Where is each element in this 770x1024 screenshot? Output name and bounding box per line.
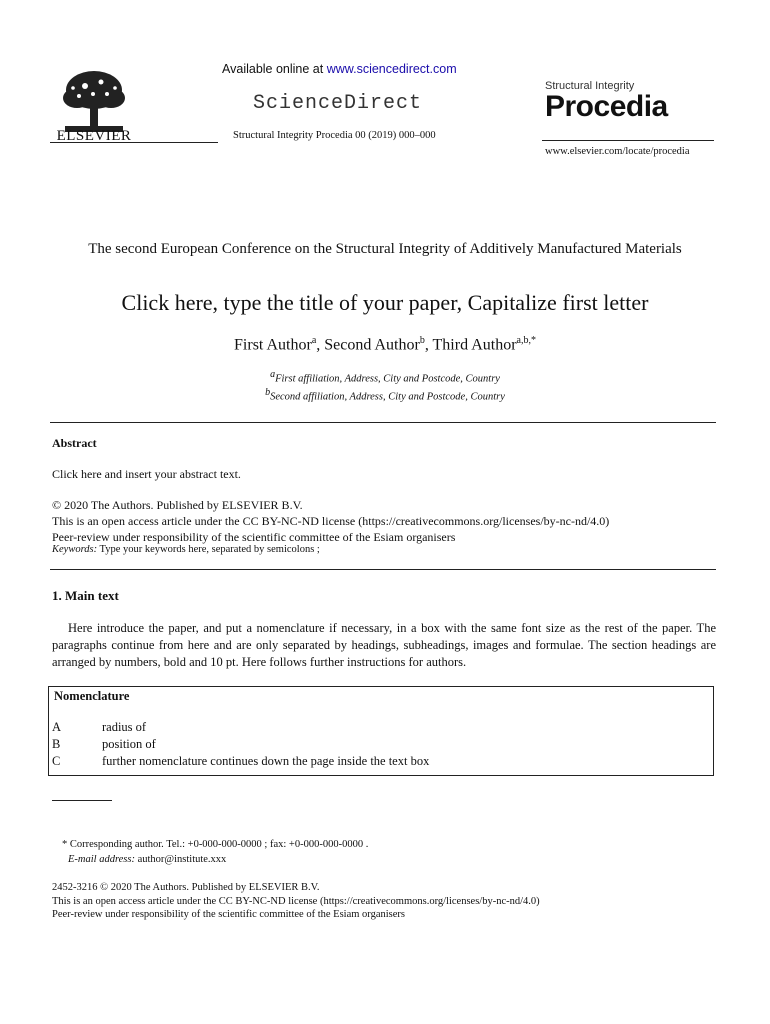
author-name: First Author: [234, 336, 312, 354]
affiliation-text: Second affiliation, Address, City and Postcode, Country: [270, 391, 505, 402]
affiliation-line: [40, 386, 730, 404]
author-sup: a: [311, 335, 317, 346]
nomenclature-definition: radius of: [102, 720, 147, 734]
nomenclature-definition: position of: [102, 737, 156, 751]
author-list: First Author$^a$, Second Author$^b$, Third Author$^{a,b,*}$: [234, 335, 536, 354]
journal-line: Structural Integrity Procedia 00 (2019) 000–000: [233, 130, 436, 141]
email-label: E-mail address:: [68, 854, 135, 865]
author-name: Second Author: [324, 336, 420, 354]
affiliation-line: [40, 368, 730, 386]
abstract-bottom-rule: [50, 569, 716, 570]
peer-review-line: Peer-review under responsibility of the scientific committee of the Esiam organisers: [52, 530, 456, 544]
nomenclature-symbol: C: [52, 754, 61, 768]
affiliations: [40, 368, 730, 403]
sciencedirect-wordmark: ScienceDirect: [253, 92, 423, 115]
corresponding-line: * Corresponding author. Tel.: +0-000-000-0000 ; fax: +0-000-000-0000 .: [62, 839, 369, 850]
paper-title: Click here, type the title of your paper, Capitalize first letter: [121, 290, 649, 315]
email-address[interactable]: author@institute.xxx: [134, 854, 227, 865]
nomenclature-title: Nomenclature: [54, 689, 130, 703]
affiliation-sup: b: [265, 386, 271, 398]
keywords-label: Keywords:: [52, 544, 98, 555]
footer-license: This is an open access article under the CC BY-NC-ND license (https://creativecommons.org/licenses/by-nc-nd/4.0): [52, 895, 540, 907]
page-footer: [52, 881, 540, 922]
abstract-heading: Abstract: [52, 436, 97, 450]
nomenclature-symbol: B: [52, 737, 61, 751]
footer-issn: 2452-3216 © 2020 The Authors. Published by ELSEVIER B.V.: [52, 882, 320, 893]
author-name: Third Author: [432, 336, 517, 354]
section-heading: 1. Main text: [52, 588, 119, 603]
abstract-copyright-block: [52, 497, 712, 545]
procedia-label: Structural Integrity: [545, 80, 635, 92]
corresponding-author-footnote: [62, 837, 368, 867]
license-line: This is an open access article under the CC BY-NC-ND license (https://creativecommons.org/licenses/by-nc-nd/4.0): [52, 514, 610, 528]
author-sup: b: [419, 335, 425, 346]
conference-name: The second European Conference on the Structural Integrity of Additively Manufactured Materials: [88, 241, 682, 257]
affiliation-sup: a: [270, 369, 276, 380]
copyright-line: © 2020 The Authors. Published by ELSEVIER B.V.: [52, 498, 303, 512]
email-line: [62, 852, 368, 867]
available-prefix: Available online at: [222, 62, 327, 76]
abstract-text: Click here and insert your abstract text.: [52, 467, 241, 481]
header-rule-right: [542, 140, 714, 141]
body-paragraph: Here introduce the paper, and put a nomenclature if necessary, in a box with the same font size as the rest of the paper. The paragraphs continue from here and are only separated by headings, subheadings, images and formulae. The section headings are arranged by numbers, bold and 10 pt. Here follows further instructions for authors.: [52, 621, 716, 669]
keywords-text: Type your keywords here, separated by semicolons ;: [97, 544, 320, 555]
sciencedirect-link[interactable]: www.sciencedirect.com: [326, 62, 457, 76]
elsevier-logo-text: ELSEVIER: [56, 128, 132, 144]
footnote-rule: [52, 800, 112, 801]
header-rule-left: [50, 142, 218, 143]
affiliation-text: First affiliation, Address, City and Postcode, Country: [275, 373, 500, 385]
nomenclature-symbol: A: [52, 720, 62, 734]
footer-peer-review: Peer-review under responsibility of the scientific committee of the Esiam organisers: [52, 909, 405, 920]
nomenclature-definition: further nomenclature continues down the page inside the text box: [102, 754, 430, 768]
available-online: [222, 62, 457, 76]
keywords: [52, 544, 320, 555]
procedia-logo: Procedia: [545, 90, 668, 123]
author-sup: a,b,*: [516, 335, 536, 346]
procedia-url[interactable]: www.elsevier.com/locate/procedia: [545, 146, 690, 157]
abstract-top-rule: [50, 422, 716, 423]
